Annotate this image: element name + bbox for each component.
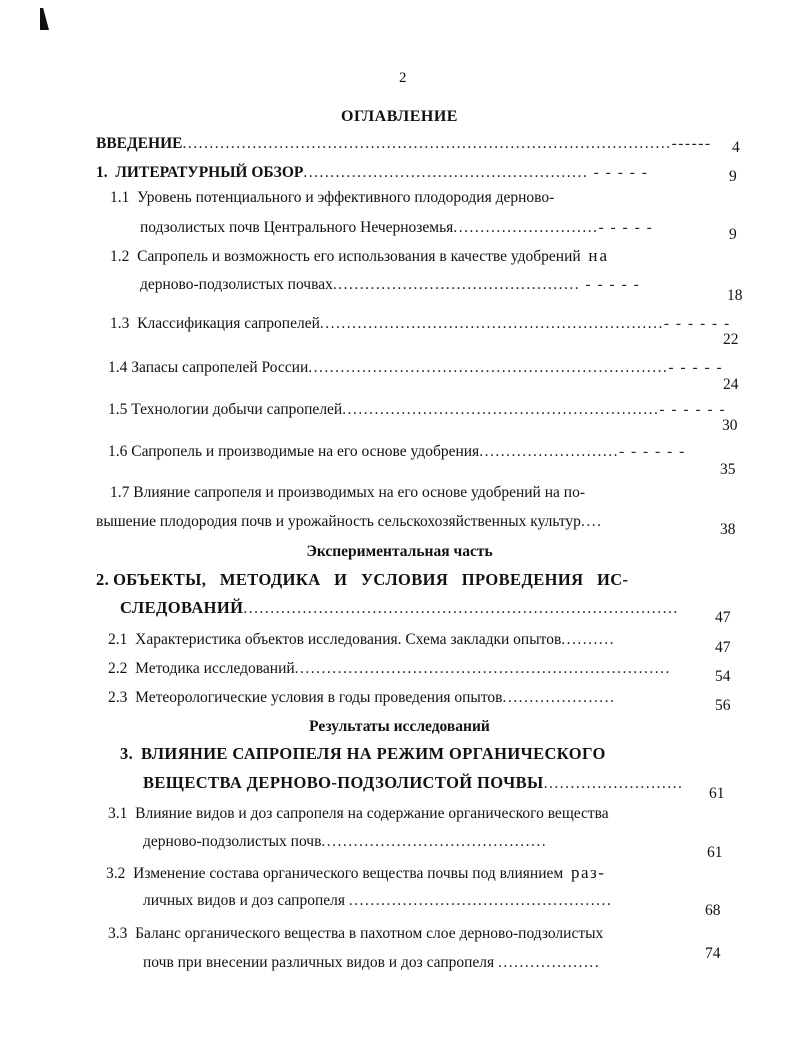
- toc-entry-1-2: 1.2 Сапропель и возможность его использования в качестве удобрений на: [110, 246, 610, 265]
- toc-entry-3-1: 3.1 Влияние видов и доз сапропеля на содержание органического вещества: [108, 805, 609, 822]
- toc-page-1-4: 24: [723, 376, 739, 393]
- toc-entry-1-3: 1.3 Классификация сапропелей................................................................- - - - - -: [110, 315, 731, 332]
- toc-page-3-3: 74: [705, 945, 721, 962]
- toc-entry-2-cont: СЛЕДОВАНИЙ.................................................................................: [120, 598, 679, 617]
- page-number: 2: [399, 70, 407, 86]
- toc-entry-3-2: 3.2 Изменение состава органического вещества почвы под влиянием раз-: [106, 863, 606, 882]
- scan-corner-mark: [40, 8, 49, 30]
- toc-entry-2: 2. ОБЪЕКТЫ, МЕТОДИКА И УСЛОВИЯ ПРОВЕДЕНИЯ ИС-: [96, 570, 629, 589]
- toc-page-1-5: 30: [722, 417, 738, 434]
- toc-page-1-3: 22: [723, 331, 739, 348]
- toc-entry-2-3: 2.3 Метеорологические условия в годы проведения опытов.....................: [108, 689, 616, 706]
- toc-page-2: 47: [715, 609, 731, 626]
- toc-entry-1-5: 1.5 Технологии добычи сапропелей...........................................................- - - - - -: [108, 401, 727, 418]
- toc-page-3-2: 68: [705, 902, 721, 919]
- toc-page-1-6: 35: [720, 461, 736, 478]
- toc-entry-1-6: 1.6 Сапропель и производимые на его основе удобрения..........................- - - - - -: [108, 443, 686, 460]
- toc-entry-1-7-cont: вышение плодородия почв и урожайность сельскохозяйственных культур....: [96, 513, 603, 530]
- toc-title: ОГЛАВЛЕНИЕ: [341, 108, 458, 125]
- toc-entry-1-1-cont: подзолистых почв Центрального Нечерноземья...........................- - - - -: [140, 219, 654, 236]
- section-heading-experimental: Экспериментальная часть: [306, 543, 493, 560]
- toc-page-1: 9: [729, 168, 737, 185]
- toc-page-1-2: 18: [727, 287, 743, 304]
- toc-entry-3-cont: ВЕЩЕСТВА ДЕРНОВО-ПОДЗОЛИСТОЙ ПОЧВЫ..........................: [143, 773, 684, 792]
- toc-page-1-1: 9: [729, 226, 737, 243]
- toc-entry-2-1: 2.1 Характеристика объектов исследования. Схема закладки опытов..........: [108, 631, 616, 648]
- toc-page-3: 61: [709, 785, 725, 802]
- toc-page-2-1: 47: [715, 639, 731, 656]
- toc-page-intro: 4: [732, 139, 740, 156]
- toc-entry-2-2: 2.2 Методика исследований......................................................................: [108, 660, 671, 677]
- toc-entry-1-1: 1.1 Уровень потенциального и эффективного плодородия дерново-: [110, 189, 555, 206]
- toc-entry-1-2-cont: дерново-подзолистых почвах.............................................. - - - - -: [140, 276, 641, 293]
- section-heading-results: Результаты исследований: [309, 718, 490, 735]
- toc-entry-1: 1. ЛИТЕРАТУРНЫЙ ОБЗОР..................................................... - - - - -: [96, 164, 649, 181]
- toc-entry-1-4: 1.4 Запасы сапропелей России...................................................................- - - - -: [108, 359, 724, 376]
- toc-entry-3-1-cont: дерново-подзолистых почв..........................................: [143, 833, 548, 850]
- toc-entry-intro: ВВЕДЕНИЕ...........................................................................................------: [96, 135, 712, 152]
- toc-page-3-1: 61: [707, 844, 723, 861]
- toc-entry-3-3: 3.3 Баланс органического вещества в пахотном слое дерново-подзолистых: [108, 925, 604, 942]
- toc-page-1-7: 38: [720, 521, 736, 538]
- toc-entry-3: 3. ВЛИЯНИЕ САПРОПЕЛЯ НА РЕЖИМ ОРГАНИЧЕСКОГО: [120, 744, 606, 763]
- toc-page-2-2: 54: [715, 668, 731, 685]
- toc-entry-1-7: 1.7 Влияние сапропеля и производимых на его основе удобрений на по-: [110, 484, 585, 501]
- toc-entry-3-2-cont: личных видов и доз сапропеля .................................................: [143, 892, 613, 909]
- toc-page-2-3: 56: [715, 697, 731, 714]
- toc-entry-3-3-cont: почв при внесении различных видов и доз сапропеля ...................: [143, 954, 601, 971]
